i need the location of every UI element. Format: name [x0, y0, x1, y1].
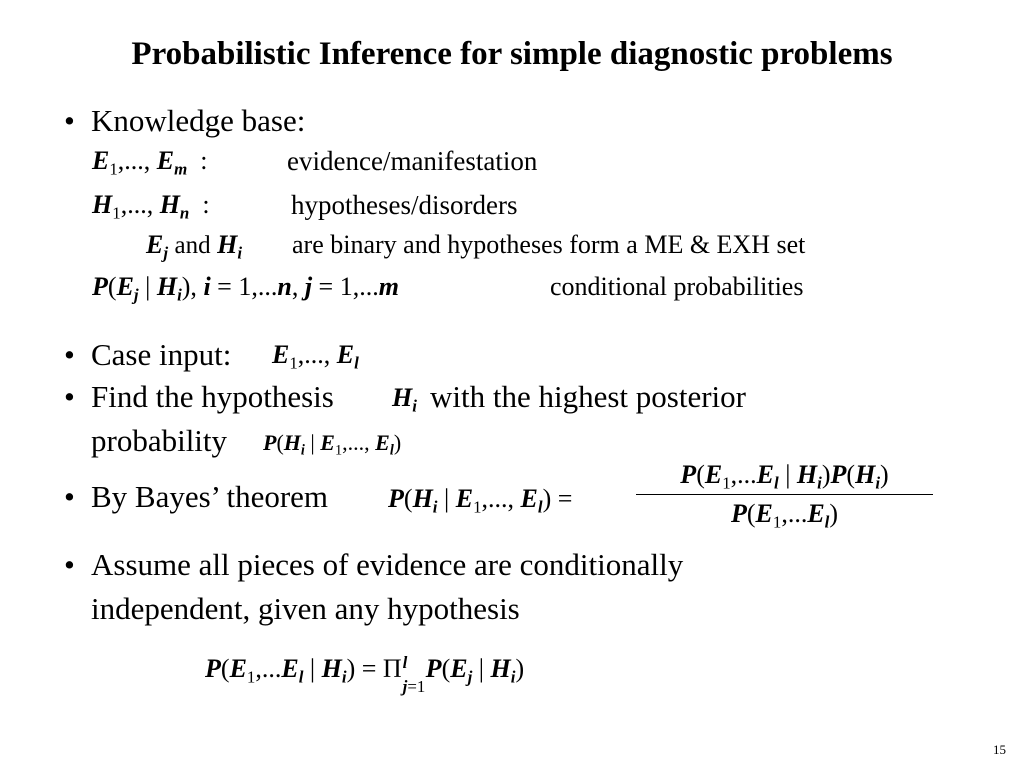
bullet-marker: •: [64, 379, 75, 414]
binary-description: are binary and hypotheses form a ME & EXH set: [292, 230, 806, 259]
bullet-marker: •: [64, 479, 75, 514]
bayes-label: By Bayes’ theorem: [91, 479, 329, 514]
knowledge-base-label: Knowledge base:: [91, 103, 306, 138]
find-hypothesis-symbol: $H_i$: [392, 383, 417, 416]
bullet-marker: •: [64, 103, 75, 138]
bayes-denominator: $P(E_1,...E_l)$: [636, 494, 933, 529]
bayes-fraction: [636, 460, 933, 532]
posterior-probability-label: probability: [91, 423, 228, 458]
bullet-marker: •: [64, 337, 75, 372]
independence-formula: $P(E_1,...E_l$ | $H_i) = \Pi$ l j=1 $P(E_j$ | $H_i$): [205, 653, 525, 696]
case-input-label: Case input:: [91, 337, 232, 372]
conditional-probability-formula: $P(E_j$ | $H_i$), i = 1,...n, j = 1,...m: [92, 272, 399, 305]
evidence-description: evidence/manifestation: [287, 146, 538, 176]
bullet-marker: •: [64, 547, 75, 582]
find-hypothesis-text-start: Find the hypothesis: [91, 379, 334, 414]
case-input-formula: $E_1$,..., $E_l$: [272, 340, 359, 373]
bayes-numerator: $P(E_1,...E_l$ | $H_i)P(H_i)$: [680, 460, 889, 493]
page-number: 15: [993, 742, 1006, 757]
hypotheses-formula: $H_1$,..., $H_n$ :: [92, 190, 210, 223]
assumption-line-1: Assume all pieces of evidence are conditionally: [91, 547, 684, 582]
binary-formula: $E_j$ and $H_i$: [146, 230, 243, 263]
assumption-line-2: independent, given any hypothesis: [91, 591, 520, 626]
slide-title: Probabilistic Inference for simple diagnostic problems: [131, 36, 893, 72]
conditional-description: conditional probabilities: [550, 272, 804, 301]
hypotheses-description: hypotheses/disorders: [291, 190, 518, 220]
posterior-probability-formula: $P(H_i$ | $E_1$,..., $E_l$): [263, 430, 402, 459]
bayes-lhs-formula: $P(H_i$ | $E_1$,..., $E_l$) =: [388, 484, 573, 517]
binary-and-text: and: [174, 232, 211, 259]
find-hypothesis-text-end: with the highest posterior: [430, 379, 746, 414]
evidence-formula: $E_1$,..., $E_m$ :: [92, 146, 208, 179]
